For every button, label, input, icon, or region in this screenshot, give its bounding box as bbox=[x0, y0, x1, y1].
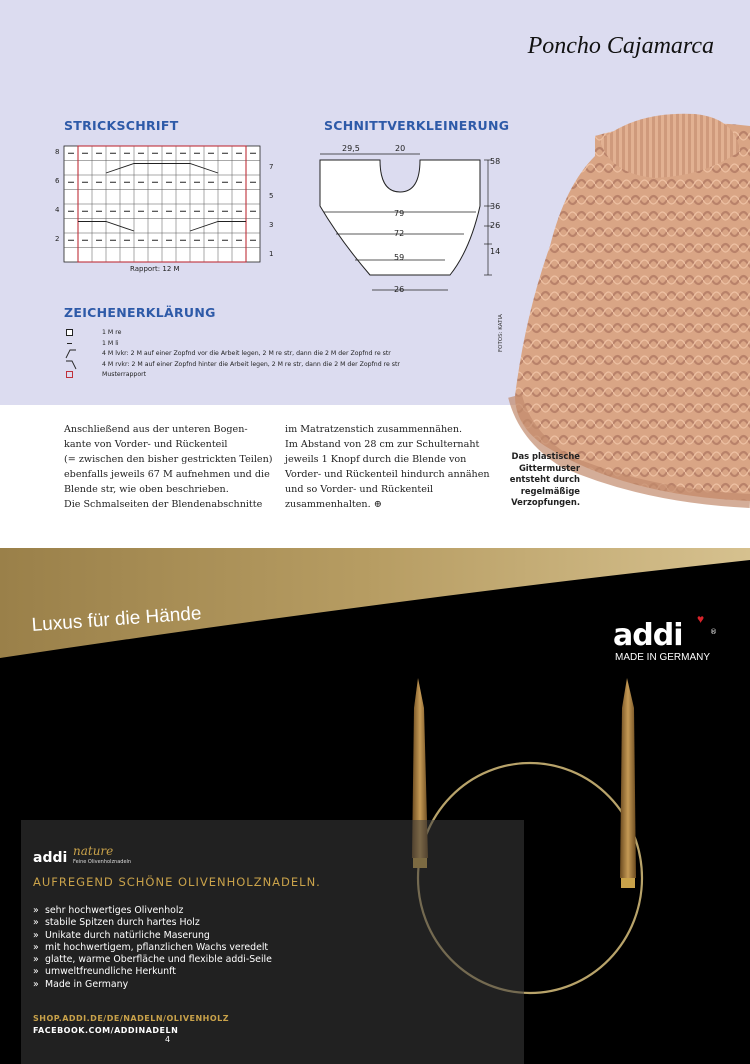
page-number: 4 bbox=[165, 1035, 171, 1044]
chart-row-5: 5 bbox=[269, 192, 274, 200]
dim-height-2: 26 bbox=[490, 221, 501, 230]
dim-bottom: 26 bbox=[394, 285, 405, 294]
addi-advertisement bbox=[0, 548, 750, 1064]
list-item: » stabile Spitzen durch hartes Holz bbox=[33, 917, 200, 929]
page-title: Poncho Cajamarca bbox=[527, 33, 714, 59]
registered-mark: ® bbox=[710, 628, 717, 636]
list-item: » Unikate durch natürliche Maserung bbox=[33, 929, 210, 941]
ad-slogan: Luxus für die Hände bbox=[31, 603, 203, 636]
chart-row-2: 2 bbox=[55, 235, 60, 243]
photo-credit: FOTOS: KATIA bbox=[498, 314, 504, 352]
legend-text: 4 M lvkr: 2 M auf einer Zopfnd vor die Arbeit legen, 2 M re str, dann die 2 M der Zopfnd re str bbox=[102, 350, 391, 357]
legend-text: 1 M li bbox=[102, 339, 119, 347]
text-line: Im Abstand von 28 cm zur Schulternaht bbox=[285, 439, 480, 450]
nature-logo-sub: Feine Olivenholznadeln bbox=[73, 859, 132, 865]
chart-row-6: 6 bbox=[55, 177, 60, 185]
list-item: » glatte, warme Oberfläche und flexible addi-Seile bbox=[33, 954, 272, 966]
chart-row-3: 3 bbox=[269, 221, 274, 229]
text-line: im Matratzenstich zusammennähen. bbox=[285, 424, 463, 435]
legend-text: 4 M rvkr: 2 M auf einer Zopfnd hinter die Arbeit legen, 2 M re str, dann die 2 M der Zopfnd re str bbox=[102, 360, 400, 368]
text-line: Vorder- und Rückenteil hindurch annähen bbox=[285, 469, 490, 480]
shop-link[interactable]: SHOP.ADDI.DE/DE/NADELN/OLIVENHOLZ bbox=[33, 1014, 230, 1023]
dim-width-1: 79 bbox=[394, 209, 405, 218]
list-item: » sehr hochwertiges Olivenholz bbox=[33, 905, 184, 916]
caption-line: entsteht durch bbox=[509, 474, 580, 484]
heart-icon: ♥ bbox=[697, 612, 705, 626]
addi-logo: addi bbox=[613, 618, 683, 653]
list-item: » umweltfreundliche Herkunft bbox=[33, 966, 176, 978]
dim-height-3: 14 bbox=[490, 247, 501, 256]
right-needle bbox=[620, 678, 636, 878]
body-text-column-2 bbox=[285, 422, 500, 512]
nature-logo-word: nature bbox=[73, 844, 114, 858]
nature-logo-addi: addi bbox=[33, 850, 68, 866]
text-line: ebenfalls jeweils 67 M aufnehmen und die bbox=[64, 469, 270, 480]
chart-row-4: 4 bbox=[55, 206, 60, 214]
photo-caption bbox=[500, 451, 580, 509]
text-line: Die Schmalseiten der Blendenabschnitte bbox=[64, 499, 263, 510]
caption-line: Verzopfungen. bbox=[511, 497, 580, 507]
pattern-repeat-icon bbox=[64, 370, 78, 380]
dim-width-3: 59 bbox=[394, 253, 405, 262]
body-text-column-1 bbox=[64, 422, 274, 512]
schematic-heading: SCHNITTVERKLEINERUNG bbox=[324, 118, 510, 133]
caption-line: Das plastische bbox=[511, 451, 580, 461]
list-item: » Made in Germany bbox=[33, 978, 129, 990]
knitting-chart bbox=[50, 140, 290, 275]
made-in-germany: MADE IN GERMANY bbox=[615, 652, 711, 663]
cable-right-icon bbox=[64, 360, 78, 370]
chart-row-8: 8 bbox=[55, 148, 60, 156]
chart-row-1: 1 bbox=[269, 250, 274, 258]
product-headline: AUFREGEND SCHÖNE OLIVENHOLZNADELN. bbox=[33, 875, 321, 889]
text-line: jeweils 1 Knopf durch die Blende von bbox=[285, 454, 467, 465]
cable-left-icon bbox=[64, 349, 78, 359]
dim-height-1: 36 bbox=[490, 202, 501, 211]
purl-stitch-icon bbox=[64, 339, 78, 349]
feature-list bbox=[33, 905, 272, 991]
chart-grid bbox=[64, 146, 260, 262]
chart-row-7: 7 bbox=[269, 163, 274, 171]
schematic-diagram bbox=[310, 140, 510, 300]
dim-height-total: 58 bbox=[490, 157, 501, 166]
caption-line: regelmäßige bbox=[520, 485, 580, 496]
legend-text: 1 M re bbox=[102, 329, 122, 336]
facebook-link[interactable]: FACEBOOK.COM/ADDINADELN bbox=[33, 1026, 179, 1035]
list-item: » mit hochwertigem, pflanzlichen Wachs veredelt bbox=[33, 941, 269, 953]
chart-heading: STRICKSCHRIFT bbox=[64, 118, 179, 133]
text-line: kante von Vorder- und Rückenteil bbox=[64, 439, 228, 450]
dim-width-2: 72 bbox=[394, 229, 405, 238]
text-line: Anschließend aus der unteren Bogen- bbox=[64, 424, 248, 435]
legend-text: Musterrapport bbox=[102, 371, 147, 378]
product-info-box bbox=[21, 820, 524, 1064]
text-line: und so Vorder- und Rückenteil bbox=[285, 484, 434, 495]
legend-heading: ZEICHENERKLÄRUNG bbox=[64, 305, 216, 320]
text-line: Blende str, wie oben beschrieben. bbox=[64, 484, 229, 495]
knit-stitch-icon bbox=[64, 328, 78, 338]
dim-neck: 20 bbox=[395, 144, 406, 153]
text-line: (= zwischen den bisher gestrickten Teilen) bbox=[64, 454, 273, 465]
text-line: zusammenhalten. ⊕ bbox=[285, 499, 382, 510]
chart-repeat-label: Rapport: 12 M bbox=[130, 265, 180, 273]
caption-line: Gittermuster bbox=[518, 462, 580, 473]
dim-top-left: 29,5 bbox=[342, 144, 360, 153]
